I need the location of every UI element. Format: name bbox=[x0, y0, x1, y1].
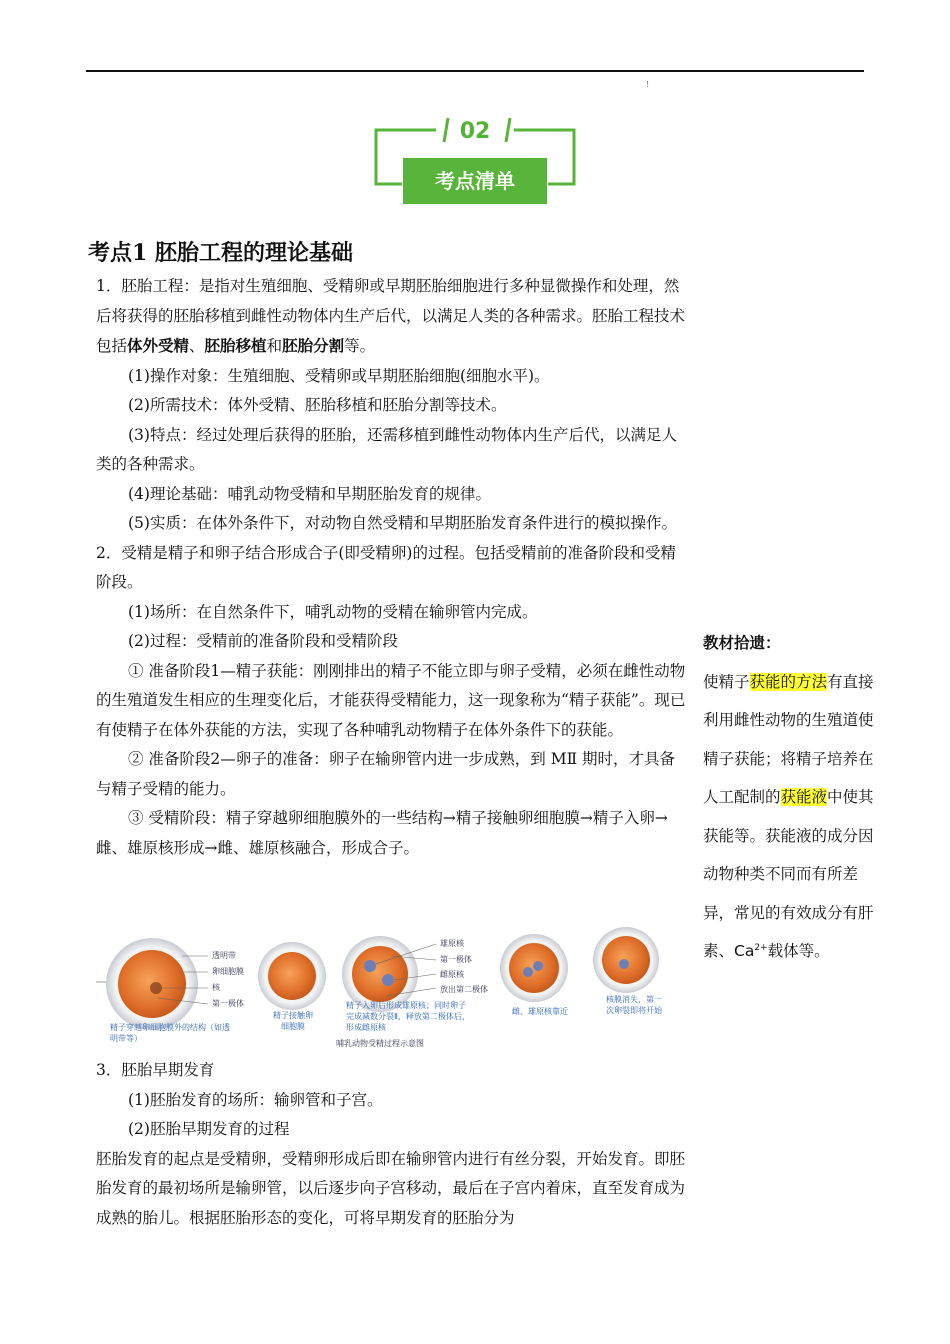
sidebar-body: 使精子获能的方法有直接利用雌性动物的生殖道使精子获能；将精子培养在人工配制的获能液中使其获能等。获能液的成分因动物种类不同而有所差异，常见的有效成分有肝素、$Ca^{2+}$载体等。 bbox=[703, 672, 874, 960]
figure-label: 核 bbox=[212, 983, 220, 992]
list-item: (3)特点：经过处理后获得的胚胎，还需移植到雌性动物体内生产后代，以满足人类的各种需求。 bbox=[96, 425, 677, 473]
header-mark: ! bbox=[646, 80, 650, 89]
section-3-title: 3．胚胎早期发育 bbox=[96, 1061, 215, 1079]
list-item: (5)实质：在体外条件下，对动物自然受精和早期胚胎发育条件进行的模拟操作。 bbox=[128, 514, 677, 532]
figure-caption: 精子接触卵细胞膜 bbox=[273, 1011, 313, 1031]
figure-caption: 精子穿越卵细胞膜外的结构（如透明带等） bbox=[110, 1023, 230, 1043]
figure-caption: 核膜消失，第一次卵裂即将开始 bbox=[606, 995, 662, 1015]
fertilization-figure bbox=[96, 926, 686, 1054]
sidebar-note bbox=[703, 624, 875, 971]
paragraph-1: 1．胚胎工程：是指对生殖细胞、受精卵或早期胚胎细胞进行多种显微操作和处理，然后将获得的胚胎移植到雌性动物体内生产后代，以满足人类的各种需求。胚胎工程技术包括体外受精、胚胎移植和胚胎分割等。 bbox=[96, 277, 686, 355]
figure-label: 雌原核 bbox=[440, 970, 464, 979]
list-item: ③ 受精阶段：精子穿越卵细胞膜外的一些结构→精子接触卵细胞膜→精子入卵→雌、雄原核形成→雌、雄原核融合，形成合子。 bbox=[96, 809, 668, 857]
list-item: (2)过程：受精前的准备阶段和受精阶段 bbox=[128, 632, 398, 650]
page-title: 考点1 胚胎工程的理论基础 bbox=[88, 240, 353, 266]
main-text-part2 bbox=[96, 1056, 688, 1233]
list-item: ① 准备阶段1—精子获能：刚刚排出的精子不能立即与卵子受精，必须在雌性动物的生殖道发生相应的生理变化后，才能获得受精能力，这一现象称为“精子获能”。现已有使精子在体外获能的方法，实现了各种哺乳动物精子在体外条件下的获能。 bbox=[96, 661, 686, 739]
list-item: ② 准备阶段2—卵子的准备：卵子在输卵管内进一步成熟，到 MⅡ 期时，才具备与精子受精的能力。 bbox=[96, 750, 676, 798]
paragraph-2: 2．受精是精子和卵子结合形成合子(即受精卵)的过程。包括受精前的准备阶段和受精阶段。 bbox=[96, 543, 676, 591]
figure-label: 雄原核 bbox=[440, 939, 464, 948]
figure-label: 透明带 bbox=[212, 951, 236, 960]
list-item: (2)胚胎早期发育的过程 bbox=[128, 1120, 290, 1138]
list-item: (4)理论基础：哺乳动物受精和早期胚胎发育的规律。 bbox=[128, 484, 491, 503]
figure-title: 哺乳动物受精过程示意图 bbox=[336, 1039, 424, 1048]
section-label: 考点清单 bbox=[403, 158, 547, 204]
figure-label: 放出第二极体 bbox=[440, 985, 488, 994]
header-rule bbox=[86, 70, 864, 72]
list-item: (1)场所：在自然条件下，哺乳动物的受精在输卵管内完成。 bbox=[128, 602, 538, 621]
figure-caption: 精子入卵后形成雄原核；同时卵子完成减数分裂Ⅱ，释放第二极体后，形成雌原核 bbox=[346, 1001, 470, 1032]
figure-label: 第一极体 bbox=[440, 955, 472, 964]
paragraph-3: 胚胎发育的起点是受精卵，受精卵形成后即在输卵管内进行有丝分裂，开始发育。即胚胎发育的最初场所是输卵管，以后逐步向子宫移动，最后在子宫内着床，直至发育成为成熟的胎儿。根据胚胎形态的变化，可将早期发育的胚胎分为 bbox=[96, 1149, 686, 1227]
section-number: 02 bbox=[459, 119, 491, 144]
figure-label: 第一极体 bbox=[212, 999, 244, 1008]
main-text-part1 bbox=[96, 272, 688, 863]
figure-caption: 雌、雄原核靠近 bbox=[512, 1007, 568, 1016]
list-item: (1)操作对象：生殖细胞、受精卵或早期胚胎细胞(细胞水平)。 bbox=[128, 366, 550, 385]
list-item: (2)所需技术：体外受精、胚胎移植和胚胎分割等技术。 bbox=[128, 396, 507, 414]
list-item: (1)胚胎发育的场所：输卵管和子宫。 bbox=[128, 1090, 383, 1109]
sidebar-title: 教材拾遗： bbox=[703, 634, 781, 652]
figure-label: 卵细胞膜 bbox=[212, 967, 244, 976]
